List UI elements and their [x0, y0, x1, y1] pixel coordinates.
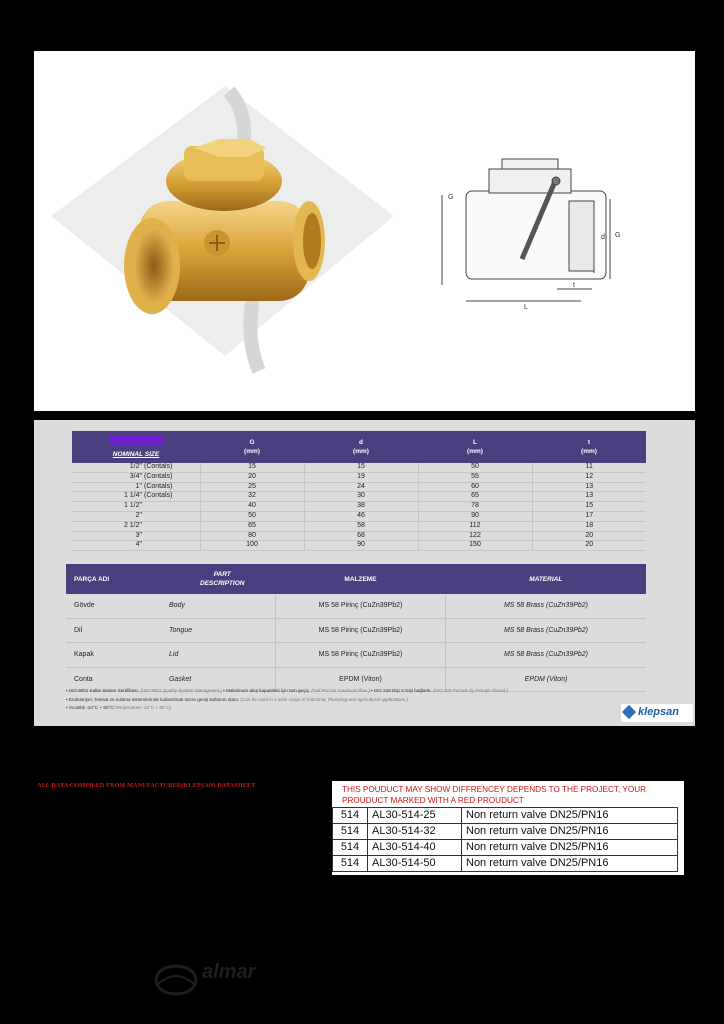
nominal-size-value: 1/2": [129, 463, 142, 470]
cell-part-en: Body: [169, 594, 276, 618]
cell-d: 68: [304, 531, 418, 541]
cell-nominal-size: [72, 482, 200, 492]
product-illustration: [34, 51, 695, 411]
nominal-size-value: 1 1/4": [123, 492, 142, 500]
technical-drawing: [442, 159, 610, 301]
nominal-size-value: 4": [135, 541, 142, 549]
product-code-row: [333, 856, 678, 872]
dim-label-h: G: [448, 194, 454, 201]
note-line-3: [66, 704, 646, 713]
nominal-size-value: 3": [135, 531, 142, 539]
cell-product-ref: AL30-514-40: [368, 840, 462, 856]
cell-t: 12: [532, 472, 646, 482]
nominal-size-value: 3/4": [129, 472, 142, 480]
cell-l: 90: [418, 511, 532, 521]
materials-row: [66, 643, 646, 668]
cell-product-code: 514: [333, 856, 368, 872]
cell-nominal-size: [72, 541, 200, 551]
cell-malzeme: MS 58 Pirinç (CuZn39Pb2): [276, 594, 446, 618]
col-l-label: L: [473, 439, 477, 446]
cell-nominal-size: [72, 463, 200, 472]
cell-g: 40: [200, 502, 304, 512]
cell-d: 19: [304, 472, 418, 482]
cell-g: 80: [200, 531, 304, 541]
almar-emblem-icon: [152, 958, 198, 998]
dimensions-table: [72, 431, 646, 551]
cell-t: 18: [532, 521, 646, 531]
col-nominal-label: NOMINAL SIZE: [112, 451, 160, 458]
nominal-size-note: (Contals): [144, 463, 173, 470]
col-description-label: DESCRIPTION: [200, 580, 245, 587]
cell-l: 112: [418, 521, 532, 531]
cell-part-tr: Kapak: [66, 643, 169, 668]
cell-g: 50: [200, 511, 304, 521]
materials-table: [66, 564, 646, 692]
cell-product-ref: AL30-514-25: [368, 808, 462, 824]
cell-d: 90: [304, 541, 418, 551]
note-temperature: • Sıcaklık -10°C + 90°C: [66, 705, 114, 710]
cell-material: MS 58 Brass (CuZn39Pb2): [446, 594, 647, 618]
cell-t: 20: [532, 541, 646, 551]
note-fullport: • Maksimum akış kapasitesi için tam geçiş.: [221, 688, 310, 693]
note-iso9001: • ISO 9001 Kalite Sistem Sertifikası.: [66, 688, 140, 693]
cell-t: 15: [532, 502, 646, 512]
col-part-description: [169, 564, 276, 594]
col-g: [200, 431, 304, 463]
dimensions-row: [72, 511, 646, 521]
cell-part-en: Gasket: [169, 667, 276, 692]
cell-g: 32: [200, 492, 304, 502]
materials-header-row: [66, 564, 646, 594]
cell-part-en: Lid: [169, 643, 276, 668]
materials-body: [66, 594, 646, 692]
dim-label-g: G: [615, 232, 621, 239]
cell-malzeme: MS 58 Pirinç (CuZn39Pb2): [276, 618, 446, 643]
cell-nominal-size: [72, 521, 200, 531]
nominal-size-value: 1 1/2": [123, 502, 142, 510]
note-iso9001-en: (ISO 9001 Quality System Managment.): [140, 688, 222, 693]
col-material: MATERIAL: [446, 564, 647, 594]
note-usage-en: (Can be used in a wide range of Industrial, Plumping and agricultural applications.): [240, 696, 409, 702]
col-malzeme: MALZEME: [276, 564, 446, 594]
cell-t: 20: [532, 531, 646, 541]
dim-label-l: L: [524, 304, 528, 311]
cell-l: 122: [418, 531, 532, 541]
cell-product-desc: Non return valve DN25/PN16: [462, 856, 678, 872]
cell-nominal-size: [72, 511, 200, 521]
col-part-label: PART: [213, 571, 231, 578]
col-d-label: d: [359, 439, 363, 446]
cell-d: 24: [304, 482, 418, 492]
col-l: [418, 431, 532, 463]
nominal-size-note: (Contals): [144, 482, 173, 490]
cell-d: 58: [304, 521, 418, 531]
dimensions-row: [72, 492, 646, 502]
product-code-table: [332, 807, 678, 872]
nominal-size-note: (Contals): [144, 472, 173, 480]
product-reference-box: [332, 781, 684, 875]
product-code-row: [333, 824, 678, 840]
cell-l: 60: [418, 482, 532, 492]
cell-product-ref: AL30-514-32: [368, 824, 462, 840]
col-g-unit: (mm): [244, 448, 260, 455]
cell-nominal-size: [72, 531, 200, 541]
klepsan-logo-text: klepsan: [638, 706, 679, 718]
project-warning-line-2: PROUDUCT MARKED WITH A RED PROUDUCT: [342, 796, 524, 805]
col-parca-adi: PARÇA ADI: [66, 564, 169, 594]
cell-g: 20: [200, 472, 304, 482]
almar-logo: [152, 958, 282, 998]
dimensions-row: [72, 472, 646, 482]
cell-g: 15: [200, 463, 304, 472]
cell-product-desc: Non return valve DN25/PN16: [462, 840, 678, 856]
dimensions-row: [72, 482, 646, 492]
note-usage: • Endüstriyel, Tesisat ve sulama sistemlerinde kullanılmak üzere geniş kullanım alanı.: [66, 696, 240, 702]
dimensions-row: [72, 531, 646, 541]
header-highlight: [109, 435, 163, 445]
cell-product-code: 514: [333, 840, 368, 856]
cell-d: 15: [304, 463, 418, 472]
note-line-2: [66, 696, 646, 705]
cell-g: 100: [200, 541, 304, 551]
cell-l: 65: [418, 492, 532, 502]
cell-nominal-size: [72, 502, 200, 512]
cell-l: 150: [418, 541, 532, 551]
cell-part-en: Tongue: [169, 618, 276, 643]
dim-label-t: t: [573, 282, 575, 289]
cell-t: 13: [532, 492, 646, 502]
dimensions-row: [72, 521, 646, 531]
nominal-size-value: 2 1/2": [123, 521, 142, 529]
product-code-body: [333, 808, 678, 872]
datasheet-source-note: ALL DATA COMPILED FROM MANUFACTURER(KLEPSAN) DATASHEET: [37, 782, 256, 789]
dimensions-header-row: [72, 431, 646, 463]
note-iso228-en: (ISO 228 Female by Female thread.): [433, 688, 508, 693]
cell-d: 30: [304, 492, 418, 502]
cell-material: MS 58 Brass (CuZn39Pb2): [446, 618, 647, 643]
materials-row: [66, 594, 646, 618]
cell-nominal-size: [72, 492, 200, 502]
cell-d: 38: [304, 502, 418, 512]
cell-t: 13: [532, 482, 646, 492]
col-nominal-size: [72, 431, 200, 463]
cell-t: 11: [532, 463, 646, 472]
cell-g: 25: [200, 482, 304, 492]
materials-row: [66, 618, 646, 643]
cell-l: 50: [418, 463, 532, 472]
col-d: [304, 431, 418, 463]
cell-l: 78: [418, 502, 532, 512]
cell-product-code: 514: [333, 824, 368, 840]
col-t: [532, 431, 646, 463]
dimensions-row: [72, 502, 646, 512]
col-l-unit: (mm): [467, 448, 483, 455]
cell-product-desc: Non return valve DN25/PN16: [462, 824, 678, 840]
note-fullport-en: (Full Port for maximum flow.): [311, 688, 370, 693]
dimensions-row: [72, 463, 646, 472]
product-image-panel: [34, 51, 695, 411]
cell-t: 17: [532, 511, 646, 521]
col-t-unit: (mm): [581, 448, 597, 455]
cell-g: 65: [200, 521, 304, 531]
cell-part-tr: Dil: [66, 618, 169, 643]
klepsan-logo: [621, 704, 693, 722]
nominal-size-value: 1": [135, 482, 142, 490]
dimensions-row: [72, 541, 646, 551]
feature-notes: [66, 687, 646, 713]
cell-d: 46: [304, 511, 418, 521]
note-line-1: [66, 687, 646, 696]
nominal-size-note: (Contals): [144, 492, 173, 500]
cell-material: EPDM (Viton): [446, 667, 647, 692]
cell-product-ref: AL30-514-50: [368, 856, 462, 872]
col-t-label: t: [587, 439, 591, 446]
col-g-label: G: [249, 439, 255, 446]
nominal-size-value: 2": [135, 511, 142, 519]
klepsan-mark-icon: [622, 705, 636, 719]
cell-nominal-size: [72, 472, 200, 482]
cell-product-desc: Non return valve DN25/PN16: [462, 808, 678, 824]
cell-part-tr: Conta: [66, 667, 169, 692]
dimensions-body: [72, 463, 646, 551]
col-d-unit: (mm): [353, 448, 369, 455]
project-warning-line-1: THIS POUDUCT MAY SHOW DIFFRENCEY DEPENDS TO THE PROJECT, YOUR: [342, 785, 647, 794]
dim-label-d: d: [601, 234, 605, 241]
cell-malzeme: EPDM (Viton): [276, 667, 446, 692]
project-warning: [342, 784, 646, 806]
cell-part-tr: Gövde: [66, 594, 169, 618]
cell-product-code: 514: [333, 808, 368, 824]
almar-logo-text: almar: [202, 961, 256, 983]
note-temperature-en: (Temperature -10°C + 90°C): [113, 705, 172, 710]
product-code-row: [333, 808, 678, 824]
cell-malzeme: MS 58 Pirinç (CuZn39Pb2): [276, 643, 446, 668]
specs-panel: [34, 420, 695, 726]
cell-l: 55: [418, 472, 532, 482]
product-code-row: [333, 840, 678, 856]
note-iso228: • ISO 228 Dişi X Dişi bağlantı.: [369, 688, 432, 693]
cell-material: MS 58 Brass (CuZn39Pb2): [446, 643, 647, 668]
